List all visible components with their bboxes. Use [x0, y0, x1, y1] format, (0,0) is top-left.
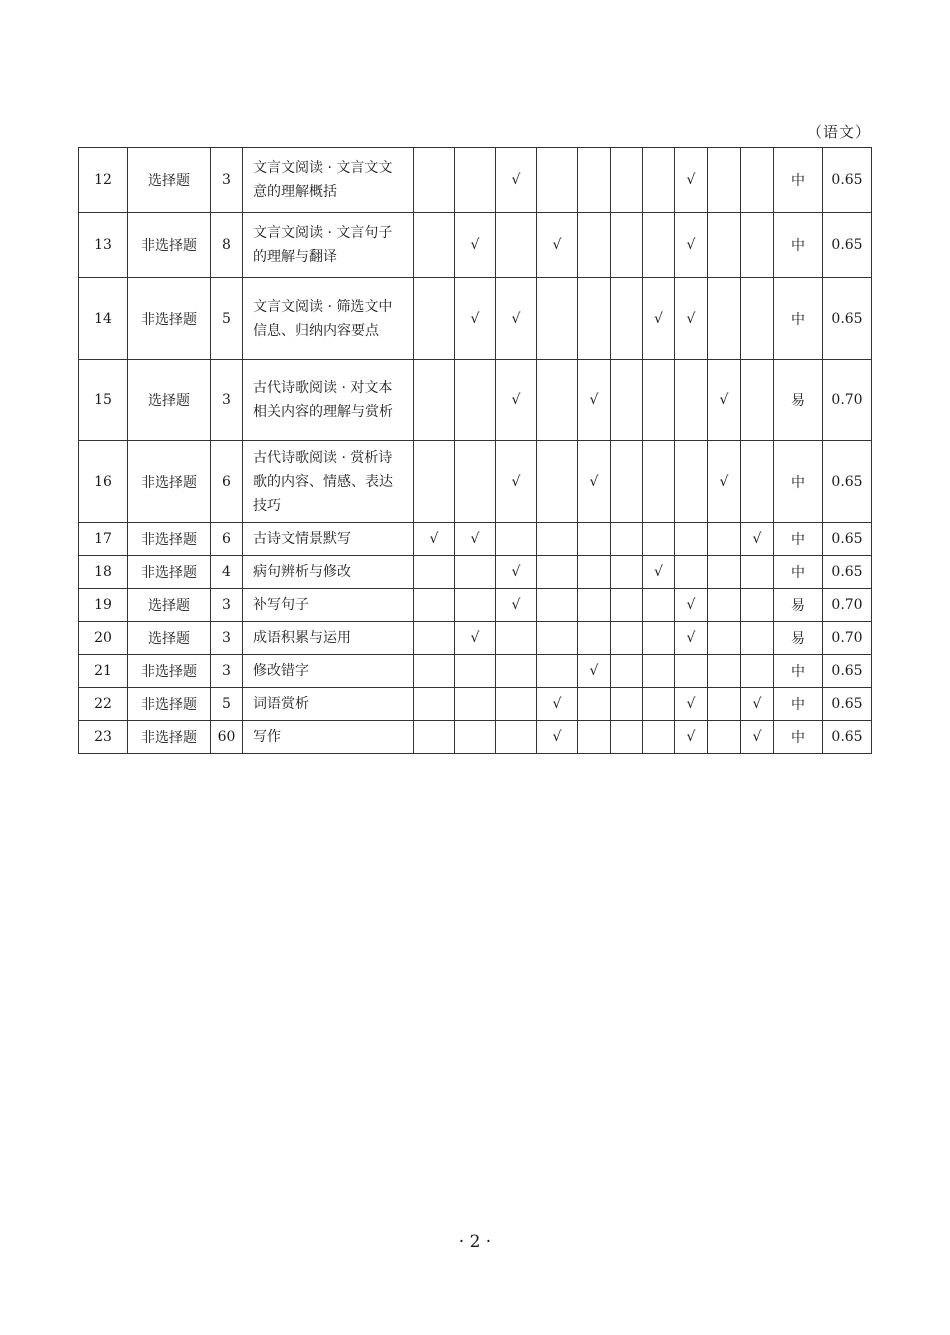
- check-cell: [708, 213, 741, 278]
- difficulty: 易: [774, 360, 823, 441]
- check-cell: [675, 688, 708, 721]
- table-row: [79, 523, 872, 556]
- check-cell: [455, 360, 496, 441]
- question-type: 非选择题: [128, 556, 211, 589]
- question-topic: 文言文阅读 · 筛选文中信息、归纳内容要点: [243, 278, 414, 360]
- table-row: [79, 688, 872, 721]
- check-cell: [496, 523, 537, 556]
- check-cell: [708, 655, 741, 688]
- check-cell: [455, 655, 496, 688]
- difficulty: 中: [774, 148, 823, 213]
- check-cell: [537, 441, 578, 523]
- question-type: 非选择题: [128, 523, 211, 556]
- checkmark-icon: √: [654, 564, 663, 580]
- check-cell: [611, 589, 643, 622]
- check-cell: [496, 213, 537, 278]
- check-cell: [537, 148, 578, 213]
- question-topic: 古代诗歌阅读 · 对文本相关内容的理解与赏析: [243, 360, 414, 441]
- difficulty: 易: [774, 622, 823, 655]
- check-cell: [537, 622, 578, 655]
- question-type: 选择题: [128, 148, 211, 213]
- check-cell: [496, 622, 537, 655]
- check-cell: [611, 523, 643, 556]
- check-cell: [578, 441, 611, 523]
- question-score: 3: [211, 622, 243, 655]
- check-cell: [643, 688, 675, 721]
- difficulty: 中: [774, 556, 823, 589]
- check-cell: [414, 360, 455, 441]
- check-cell: [675, 655, 708, 688]
- check-cell: [537, 360, 578, 441]
- table-row: [79, 441, 872, 523]
- check-cell: [537, 589, 578, 622]
- check-cell: [578, 556, 611, 589]
- difficulty: 中: [774, 523, 823, 556]
- check-cell: [643, 589, 675, 622]
- check-cell: [675, 523, 708, 556]
- check-cell: [455, 688, 496, 721]
- check-cell: [741, 441, 774, 523]
- question-topic: 文言文阅读 · 文言句子的理解与翻译: [243, 213, 414, 278]
- question-score: 5: [211, 278, 243, 360]
- difficulty: 中: [774, 213, 823, 278]
- checkmark-icon: √: [470, 531, 480, 547]
- question-topic: 补写句子: [243, 589, 414, 622]
- checkmark-icon: √: [686, 696, 696, 712]
- difficulty: 中: [774, 721, 823, 754]
- table-row: [79, 655, 872, 688]
- table-row: [79, 360, 872, 441]
- question-topic: 病句辨析与修改: [243, 556, 414, 589]
- check-cell: [611, 655, 643, 688]
- checkmark-icon: √: [752, 696, 762, 712]
- check-cell: [537, 523, 578, 556]
- checkmark-icon: √: [470, 237, 480, 253]
- question-score: 3: [211, 655, 243, 688]
- check-cell: [611, 148, 643, 213]
- check-cell: [708, 556, 741, 589]
- check-cell: [741, 622, 774, 655]
- question-number: 16: [79, 441, 128, 523]
- check-cell: [643, 622, 675, 655]
- check-cell: [675, 213, 708, 278]
- difficulty-coefficient: 0.65: [823, 688, 872, 721]
- page-number: · 2 ·: [458, 1232, 492, 1252]
- question-type: 非选择题: [128, 213, 211, 278]
- checkmark-icon: √: [511, 310, 521, 327]
- check-cell: [537, 688, 578, 721]
- checkmark-icon: √: [552, 237, 562, 253]
- check-cell: [537, 721, 578, 754]
- difficulty: 中: [774, 688, 823, 721]
- check-cell: [675, 278, 708, 360]
- check-cell: [455, 213, 496, 278]
- question-type: 非选择题: [128, 441, 211, 523]
- difficulty: 中: [774, 278, 823, 360]
- check-cell: [578, 688, 611, 721]
- check-cell: [611, 360, 643, 441]
- checkmark-icon: √: [686, 310, 696, 327]
- check-cell: [455, 622, 496, 655]
- checkmark-icon: √: [686, 237, 696, 253]
- check-cell: [741, 556, 774, 589]
- check-cell: [611, 688, 643, 721]
- check-cell: [496, 655, 537, 688]
- question-type: 非选择题: [128, 721, 211, 754]
- question-score: 3: [211, 360, 243, 441]
- check-cell: [643, 213, 675, 278]
- check-cell: [741, 278, 774, 360]
- checkmark-icon: √: [719, 392, 729, 408]
- exam-spec-table: [78, 147, 872, 754]
- check-cell: [675, 622, 708, 655]
- question-number: 22: [79, 688, 128, 721]
- difficulty-coefficient: 0.65: [823, 721, 872, 754]
- check-cell: [741, 148, 774, 213]
- subject-label: （语文）: [806, 123, 871, 141]
- checkmark-icon: √: [552, 729, 562, 745]
- question-score: 6: [211, 441, 243, 523]
- table-row: [79, 278, 872, 360]
- difficulty-coefficient: 0.65: [823, 441, 872, 523]
- question-number: 21: [79, 655, 128, 688]
- checkmark-icon: √: [511, 473, 521, 490]
- check-cell: [578, 213, 611, 278]
- check-cell: [455, 441, 496, 523]
- check-cell: [741, 589, 774, 622]
- check-cell: [675, 721, 708, 754]
- difficulty-coefficient: 0.65: [823, 655, 872, 688]
- check-cell: [537, 278, 578, 360]
- check-cell: [414, 213, 455, 278]
- difficulty-coefficient: 0.65: [823, 148, 872, 213]
- difficulty: 易: [774, 589, 823, 622]
- difficulty-coefficient: 0.65: [823, 523, 872, 556]
- check-cell: [643, 360, 675, 441]
- question-number: 15: [79, 360, 128, 441]
- check-cell: [578, 148, 611, 213]
- question-topic: 古代诗歌阅读 · 赏析诗歌的内容、情感、表达技巧: [243, 441, 414, 523]
- check-cell: [455, 556, 496, 589]
- check-cell: [708, 441, 741, 523]
- question-topic: 文言文阅读 · 文言文文意的理解概括: [243, 148, 414, 213]
- table-row: [79, 556, 872, 589]
- check-cell: [741, 523, 774, 556]
- check-cell: [414, 589, 455, 622]
- checkmark-icon: √: [654, 310, 663, 327]
- checkmark-icon: √: [686, 630, 696, 646]
- difficulty-coefficient: 0.70: [823, 360, 872, 441]
- checkmark-icon: √: [429, 531, 439, 547]
- check-cell: [537, 213, 578, 278]
- check-cell: [578, 655, 611, 688]
- check-cell: [611, 622, 643, 655]
- question-topic: 写作: [243, 721, 414, 754]
- check-cell: [611, 278, 643, 360]
- question-number: 12: [79, 148, 128, 213]
- checkmark-icon: √: [552, 696, 562, 712]
- check-cell: [537, 556, 578, 589]
- checkmark-icon: √: [511, 597, 521, 613]
- question-number: 19: [79, 589, 128, 622]
- difficulty-coefficient: 0.65: [823, 278, 872, 360]
- check-cell: [414, 556, 455, 589]
- check-cell: [643, 556, 675, 589]
- question-topic: 古诗文情景默写: [243, 523, 414, 556]
- check-cell: [708, 589, 741, 622]
- table-row: [79, 213, 872, 278]
- checkmark-icon: √: [470, 310, 480, 327]
- check-cell: [578, 523, 611, 556]
- difficulty-coefficient: 0.70: [823, 589, 872, 622]
- difficulty-coefficient: 0.65: [823, 213, 872, 278]
- check-cell: [708, 622, 741, 655]
- check-cell: [708, 523, 741, 556]
- checkmark-icon: √: [686, 597, 696, 613]
- check-cell: [578, 721, 611, 754]
- question-number: 17: [79, 523, 128, 556]
- question-topic: 修改错字: [243, 655, 414, 688]
- check-cell: [611, 721, 643, 754]
- question-number: 14: [79, 278, 128, 360]
- question-score: 60: [211, 721, 243, 754]
- check-cell: [708, 721, 741, 754]
- check-cell: [496, 589, 537, 622]
- question-number: 18: [79, 556, 128, 589]
- check-cell: [496, 721, 537, 754]
- question-number: 23: [79, 721, 128, 754]
- check-cell: [741, 688, 774, 721]
- question-topic: 词语赏析: [243, 688, 414, 721]
- check-cell: [455, 278, 496, 360]
- check-cell: [414, 148, 455, 213]
- checkmark-icon: √: [686, 172, 696, 188]
- question-topic: 成语积累与运用: [243, 622, 414, 655]
- check-cell: [455, 148, 496, 213]
- question-number: 20: [79, 622, 128, 655]
- question-type: 非选择题: [128, 278, 211, 360]
- checkmark-icon: √: [719, 473, 729, 490]
- checkmark-icon: √: [589, 663, 599, 679]
- checkmark-icon: √: [511, 564, 521, 580]
- difficulty-coefficient: 0.70: [823, 622, 872, 655]
- check-cell: [741, 655, 774, 688]
- question-type: 选择题: [128, 360, 211, 441]
- checkmark-icon: √: [511, 172, 521, 188]
- check-cell: [414, 523, 455, 556]
- table-row: [79, 589, 872, 622]
- question-type: 非选择题: [128, 655, 211, 688]
- check-cell: [708, 278, 741, 360]
- check-cell: [675, 589, 708, 622]
- check-cell: [455, 589, 496, 622]
- question-type: 非选择题: [128, 688, 211, 721]
- difficulty: 中: [774, 441, 823, 523]
- table-row: [79, 721, 872, 754]
- difficulty-coefficient: 0.65: [823, 556, 872, 589]
- check-cell: [414, 655, 455, 688]
- check-cell: [708, 148, 741, 213]
- check-cell: [455, 523, 496, 556]
- check-cell: [643, 278, 675, 360]
- check-cell: [496, 688, 537, 721]
- question-type: 选择题: [128, 622, 211, 655]
- check-cell: [643, 721, 675, 754]
- check-cell: [675, 556, 708, 589]
- check-cell: [708, 360, 741, 441]
- question-score: 5: [211, 688, 243, 721]
- check-cell: [741, 360, 774, 441]
- question-score: 3: [211, 589, 243, 622]
- difficulty: 中: [774, 655, 823, 688]
- question-score: 8: [211, 213, 243, 278]
- check-cell: [741, 213, 774, 278]
- check-cell: [643, 441, 675, 523]
- checkmark-icon: √: [589, 392, 599, 408]
- check-cell: [643, 148, 675, 213]
- check-cell: [496, 148, 537, 213]
- question-score: 3: [211, 148, 243, 213]
- question-type: 选择题: [128, 589, 211, 622]
- check-cell: [455, 721, 496, 754]
- check-cell: [611, 556, 643, 589]
- check-cell: [496, 278, 537, 360]
- check-cell: [611, 441, 643, 523]
- check-cell: [496, 360, 537, 441]
- checkmark-icon: √: [752, 729, 762, 745]
- check-cell: [643, 523, 675, 556]
- check-cell: [496, 441, 537, 523]
- question-score: 4: [211, 556, 243, 589]
- check-cell: [578, 622, 611, 655]
- table-row: [79, 148, 872, 213]
- check-cell: [741, 721, 774, 754]
- check-cell: [675, 441, 708, 523]
- checkmark-icon: √: [470, 630, 480, 646]
- checkmark-icon: √: [752, 531, 762, 547]
- check-cell: [578, 589, 611, 622]
- check-cell: [675, 148, 708, 213]
- question-score: 6: [211, 523, 243, 556]
- check-cell: [414, 721, 455, 754]
- table-row: [79, 622, 872, 655]
- check-cell: [708, 688, 741, 721]
- check-cell: [675, 360, 708, 441]
- check-cell: [414, 278, 455, 360]
- check-cell: [537, 655, 578, 688]
- checkmark-icon: √: [511, 392, 521, 408]
- check-cell: [496, 556, 537, 589]
- checkmark-icon: √: [589, 473, 599, 490]
- check-cell: [611, 213, 643, 278]
- check-cell: [578, 278, 611, 360]
- check-cell: [578, 360, 611, 441]
- check-cell: [414, 441, 455, 523]
- check-cell: [414, 688, 455, 721]
- check-cell: [643, 655, 675, 688]
- question-number: 13: [79, 213, 128, 278]
- check-cell: [414, 622, 455, 655]
- checkmark-icon: √: [686, 729, 696, 745]
